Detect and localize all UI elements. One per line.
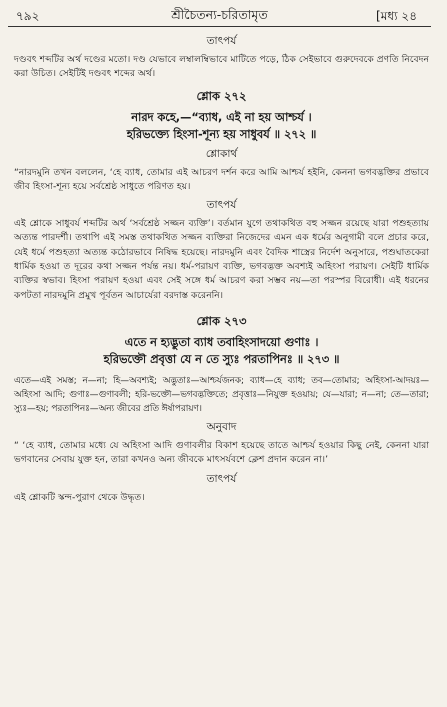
- verse-273-translation: “ ‘হে ব্যাধ, তোমার মধ্যে যে অহিংসা আদি গুণাবলীর বিকাশ হয়েছে তাতে আশ্চর্য হওয়ার কিছু নেই, কেননা যারা ভগবানের সেবায় যুক্ত হন, তারা কখনও অন্য জীবকে মাৎসর্যবশে ক্লেশ প্রদান করেন না।’: [14, 439, 429, 466]
- verse-273-synonyms: এতে—এই সমস্ত; ন—না; হি—অবশ্যই; অদ্ভুতাঃ—আশ্চর্যজনক; ব্যাধ—হে ব্যাধ; তব—তোমার; অহিংসা-আদয়ঃ—অহিংসা আদি; গুণাঃ—গুণাবলী; হরি-ভক্তৌ—ভগবদ্ভক্তিতে; প্রবৃত্তাঃ—নিযুক্ত হওয়ায়; যে—যারা; ন—না; তে—তারা; স্যুঃ—হয়; পরতাপিনঃ—অন্য জীবের প্রতি ঈর্ষাপরায়ণ।: [14, 375, 429, 414]
- verse-273-line-2: হরিভক্তৌ প্রবৃত্তা যে ন তে স্যুঃ পরতাপিনঃ ॥ ২৭৩ ॥: [103, 352, 340, 366]
- page-header: [8, 0, 431, 28]
- verse-272-meaning: “নারদমুনি তখন বললেন, ‘হে ব্যাধ, তোমার এই আচরণ দর্শন করে আমি আশ্চর্য হইনি, কেননা ভগবদ্ভক্তির প্রভাবে জীব হিংসা-শূন্য হয়ে সর্বশ্রেষ্ঠ সাধুতে পরিণত হয়।: [14, 166, 429, 192]
- verse-heading-272: শ্লোক ২৭২: [196, 88, 247, 103]
- verse-heading-273: শ্লোক ২৭৩: [196, 313, 247, 328]
- purport-label-272: তাৎপর্য: [206, 199, 237, 212]
- chapter-reference: [মধ্য ২৪: [376, 9, 417, 23]
- header-rule: [8, 26, 431, 27]
- verse-meaning-label: শ্লোকার্থ: [205, 147, 238, 160]
- book-title: শ্রীচৈতন্য-চরিতামৃত: [171, 7, 268, 22]
- purport-label-273: তাৎপর্য: [206, 472, 237, 485]
- page-number: ৭৯২: [16, 9, 40, 23]
- purport-label: তাৎপর্য: [206, 35, 237, 47]
- verse-272-line-2: হরিভক্ত্যে হিংসা-শূন্য হয় সাধুবর্য ॥ ২৭২ ॥: [126, 127, 317, 141]
- verse-272-line-1: নারদ কহে,—“ব্যাধ, এই না হয় আশ্চর্য ।: [131, 110, 312, 124]
- purport-text: দণ্ডবৎ শব্দটির অর্থ দণ্ডের মতো। দণ্ড যেভাবে লম্বালম্বিভাবে মাটিতে পড়ে, ঠিক সেইভাবে গুরুদেবকে প্রণতি নিবেদন করা উচিত। সেইটিই দণ্ডবৎ শব্দের অর্থ।: [14, 54, 429, 80]
- verse-273-line-1: এতে ন হ্যদ্ভুতা ব্যাধ তবাহিংসাদয়ো গুণাঃ ।: [124, 335, 319, 349]
- verse-273-purport: এই শ্লোকটি স্কন্দ-পুরাণ থেকে উদ্ধৃত।: [14, 491, 145, 503]
- page-content: [14, 30, 429, 505]
- translation-label: অনুবাদ: [206, 420, 237, 433]
- verse-272-purport: এই শ্লোকে সাধুবর্য শব্দটির অর্থ ‘সর্বশ্রেষ্ঠ সজ্জন ব্যক্তি’। বর্তমান যুগে তথাকথিত বহু সজ্জন রয়েছে যারা পশুহত্যায় অত্যন্ত পারদর্শী। তথাপি এই সমস্ত তথাকথিত সজ্জন ব্যক্তিরা নিজেদের এমন এক ধর্মের অনুগামী বলে প্রচার করে, যেই ধর্মে পশুহত্যা অত্যন্ত কঠোরভাবে নিষিদ্ধ হয়েছে। নারদমুনি এবং বৈদিক শাস্ত্রের নির্দেশ অনুসারে, পশুঘাতকেরা ধার্মিক হওয়া ত দূরের কথা সজ্জন পর্যন্ত নয়। ধর্ম-পরায়ণ ব্যক্তি, ভগবদ্ভক্ত অবশ্যই অহিংসা পরায়ণ। সেইটি ধার্মিক ব্যক্তির স্বভাব। হিংসা পরায়ণ হওয়া এবং সেই সঙ্গে ধর্ম আচরণ করা সম্ভব নয়—তা পরস্পর বিরোধী। এই ধরনের কপটতা নারদমুনি প্রমুখ পূর্বতন আচার্যেরা বরদাস্ত করেননি।: [14, 218, 429, 301]
